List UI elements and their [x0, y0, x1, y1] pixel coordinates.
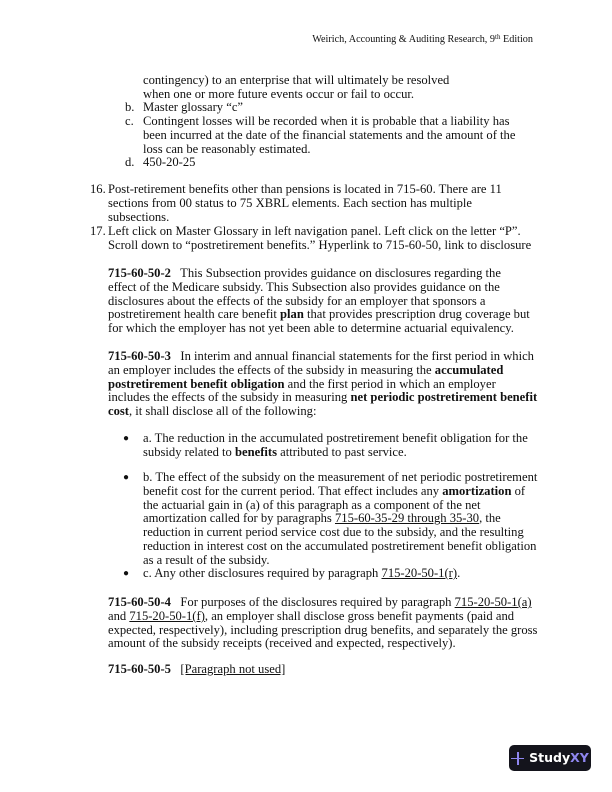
text-segment [171, 662, 180, 676]
bullet-icon: ● [123, 472, 130, 483]
paragraph-link[interactable]: 715-20-50-1(f) [129, 608, 205, 623]
paragraph-link[interactable]: 715-20-50-1(r) [381, 566, 458, 580]
studyxy-logo [509, 745, 591, 771]
bold-term: net periodic postretirement benefit cost [108, 390, 538, 419]
bold-term: 715-60-50-3 [108, 349, 171, 363]
bold-term: 715-60-50-4 [108, 595, 171, 609]
text-segment: , the reduction in current period service cost due to the subsidy, and the resulting reduction in interest cost on the accumulated postretirement benefit obligation as a result of the subsidy. [143, 511, 537, 567]
bullet-icon: ● [123, 433, 130, 444]
text-segment: of the actuarial gain in (a) of this paragraph as a component of the net amortization called for by paragraphs [143, 483, 526, 526]
header-text: Weirich, Accounting & Auditing Research, 9 [312, 34, 495, 45]
item-number: 16. [90, 182, 106, 196]
text-segment: Contingent losses will be recorded when it is probable that a liability has been incurred at the date of the financial statements and the amount of the loss can be reasonably estimated. [143, 114, 516, 156]
paragraph-715-60-50-4 [108, 596, 538, 651]
header-text-end: Edition [500, 34, 533, 45]
bold-term: plan [280, 307, 304, 322]
text-segment: , an employer shall disclose gross benefit payments (paid and expected, respectively), including prescription drug benefits, and separately the gross amount of the subsidy receipts (received and expected, respectively). [108, 608, 538, 651]
text-segment: Post-retirement benefits other than pensions is located in 715-60. There are 11 sections from 00 status to 75 XBRL elements. Each section has multiple subsections. [108, 182, 502, 224]
list-item-d [125, 155, 535, 170]
list-label: b. [125, 100, 135, 114]
text-segment: that provides prescription drug coverage but for which the employer has not yet been able to determine actuarial equivalency. [108, 307, 530, 336]
list-item-c [125, 114, 535, 156]
plus-icon [511, 752, 524, 765]
bold-term: benefits [235, 444, 277, 459]
paragraph-link[interactable]: [Paragraph not used] [180, 662, 286, 676]
item-number: 17. [90, 224, 106, 238]
header-sup: th [495, 33, 501, 41]
text-segment: Master glossary “c” [143, 100, 244, 114]
text-segment: , it shall disclose all of the following: [128, 404, 317, 419]
numbered-item-16 [90, 182, 535, 224]
text-segment: contingency) to an enterprise that will ultimately be resolved when one or more future events occur or fail to occur. [143, 73, 450, 101]
text-segment: attributed to past service. [276, 444, 407, 459]
text-segment: Left click on Master Glossary in left navigation panel. Left click on the letter “P”. Scroll down to “postretirement benefits.” Hyperlink to 715-60-50, link to disclosure [108, 224, 532, 252]
list-item-a-cont [143, 74, 473, 102]
paragraph-link[interactable]: 715-20-50-1(a) [454, 595, 532, 609]
list-item-b [125, 100, 543, 115]
text-segment: and the first period in which an employer includes the effects of the subsidy in measuring [108, 376, 496, 405]
logo-text-accent: XY [570, 750, 589, 766]
bold-term: accumulated postretirement benefit obligation [108, 362, 504, 391]
text-segment: 450-20-25 [143, 155, 196, 169]
numbered-item-17 [90, 224, 538, 253]
bullet-icon: ● [123, 568, 130, 579]
text-segment: b. The effect of the subsidy on the measurement of net periodic postretirement benefit cost for the current period. That effect includes any [143, 470, 538, 498]
text-segment: This Subsection provides guidance on disclosures regarding the effect of the Medicare subsidy. This Subsection also provides guidance on the disclosures about the effects of the subsidy for an employer that sponsors a postretirement health care benefit [108, 266, 501, 322]
bold-term: 715-60-50-2 [108, 266, 171, 280]
paragraph-link[interactable]: 715-60-35-29 through 35-30 [334, 511, 480, 526]
bullet-a [123, 431, 533, 460]
list-label: c. [125, 114, 134, 128]
paragraph-715-60-50-5 [108, 663, 538, 677]
list-label: d. [125, 155, 135, 169]
paragraph-715-60-50-2 [108, 267, 532, 336]
text-segment: For purposes of the disclosures required by paragraph [170, 595, 455, 609]
text-segment: and [108, 608, 130, 623]
bold-term: amortization [442, 483, 512, 498]
text-segment: . [457, 566, 461, 580]
bullet-c [123, 566, 533, 581]
text-segment: c. Any other disclosures required by paragraph [143, 566, 382, 580]
text-segment: a. The reduction in the accumulated postretirement benefit obligation for the subsidy related to [143, 431, 528, 459]
logo-text: Study [529, 750, 571, 766]
bullet-b [123, 470, 538, 568]
running-header [312, 33, 533, 47]
text-segment: In interim and annual financial statements for the first period in which an employer includes the effects of the subsidy in measuring the [108, 349, 534, 377]
paragraph-715-60-50-3 [108, 350, 538, 419]
bold-term: 715-60-50-5 [108, 662, 171, 676]
